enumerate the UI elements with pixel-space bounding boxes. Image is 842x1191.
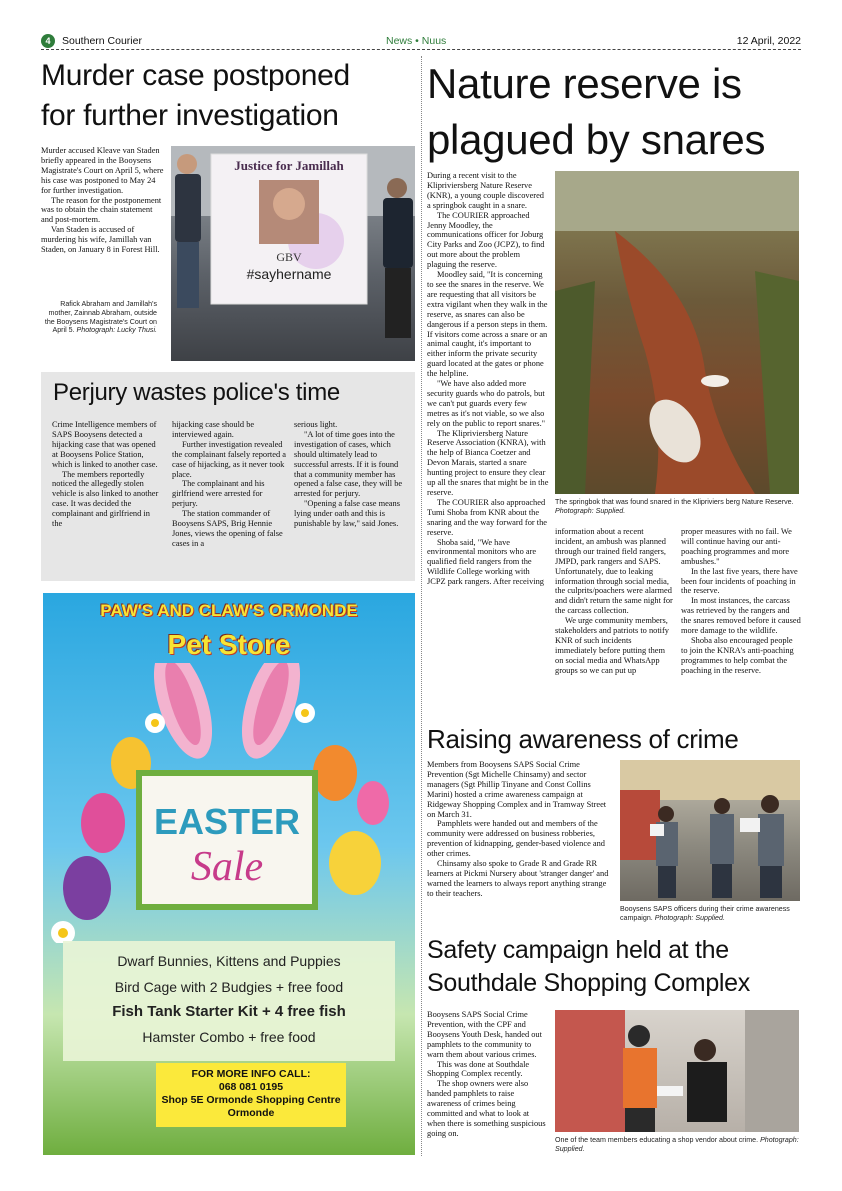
ad-sale: Sale xyxy=(190,844,264,890)
nature-headline-line2: plagued by snares xyxy=(427,116,766,163)
nature-paragraph: information about a recent incident, an ambush was planned through our trained field rangers, JMPD, park rangers and SAPS. Unfortunately, due to leaking information through social media, the culprits/poachers were alarmed and didn't return the same night for the carcass collection. xyxy=(555,527,673,616)
ad-offer-item: Fish Tank Starter Kit + 4 free fish xyxy=(112,1003,346,1020)
safety-body xyxy=(427,1010,549,1139)
banner-title: Justice for Jamillah xyxy=(234,158,344,173)
awareness-paragraph: Pamphlets were handed out and members of the community were addressed on business robberies, prevention of kidnapping, gender-based violence and other crimes. xyxy=(427,819,605,859)
murder-photo xyxy=(171,146,415,361)
nature-paragraph: proper measures with no fail. We will continue having our anti-poaching programmes and more ambushes." xyxy=(681,527,792,566)
nature-paragraph: "We have also added more security guards who do patrols, but we can't put guards every few metres as it's not viable, so we also rely on the public to report snares." xyxy=(427,379,546,428)
nature-paragraph: The COURIER also approached Tumi Shoba from KNR about the snaring and the way forward for the reserve. xyxy=(427,497,547,537)
nature-col1 xyxy=(427,171,549,587)
banner-gbv: GBV xyxy=(276,250,302,264)
awareness-photo xyxy=(620,760,800,901)
ad-contact-address-2: Ormonde xyxy=(227,1107,275,1119)
issue-date: 12 April, 2022 xyxy=(736,35,801,47)
awareness-headline: Raising awareness of crime xyxy=(427,724,739,754)
perjury-paragraph: The complainant and his girlfriend were arrested for perjury. xyxy=(172,479,265,509)
safety-photo xyxy=(555,1010,799,1132)
nature-paragraph: The Klipriviersberg Nature Reserve Association (KNRA), with the help of Bianca Coetzer and Devon Marais, started a snare hunting project to ensure they clear up all the snares that might be in the reserve. xyxy=(427,428,549,497)
pet-store-advert xyxy=(43,593,415,1155)
ad-offer-item: Dwarf Bunnies, Kittens and Puppies xyxy=(117,953,341,969)
safety-caption-credit: Photograph: Supplied. xyxy=(555,1136,799,1153)
murder-paragraph: The reason for the postponement was to obtain the chain statement and post-mortem. xyxy=(41,195,162,225)
nature-paragraph: In the last five years, there have been four incidents of poaching in the reserve. xyxy=(681,566,798,596)
nature-paragraph: We urge community members, stakeholders and patriots to notify KNR of such incidents immediately before putting them on social media and WhatsApp groups so we can put up xyxy=(555,616,669,675)
awareness-paragraph: Chinsamy also spoke to Grade R and Grade RR learners at Pickmi Nursery about 'stranger danger' and warned the learners to always report anything strange to their teachers. xyxy=(427,859,609,898)
safety-headline-line1: Safety campaign held at the xyxy=(427,936,729,964)
nature-paragraph: Shoba said, "We have environmental monitors who are qualified field rangers from the Wildlife College working with JCPZ park rangers. After receiving xyxy=(427,537,544,587)
nature-headline xyxy=(427,56,807,168)
nature-paragraph: Moodley said, "It is concerning to see the snares in the reserve. We are requesting that all visitors be extra vigilant when they walk in the reserve, as snares can also be dangerous if a person steps in them. If visitors come across a snare or an animal caught, it's important to either inform the private security guard located at the gates or phone the helpline. xyxy=(427,270,548,379)
perjury-paragraph: hijacking case should be interviewed again. xyxy=(172,420,255,439)
awareness-photo-art xyxy=(620,760,800,901)
page-number-badge: 4 xyxy=(41,34,55,48)
ad-easter: EASTER xyxy=(153,801,301,842)
column-divider xyxy=(421,56,422,1156)
nature-paragraph: The COURIER approached Jenny Moodley, the communications officer for Joburg City Parks and Zoo (JCPZ), to find out more about the problem plaguing the reserve. xyxy=(427,210,545,270)
awareness-caption-credit: Photograph: Supplied. xyxy=(654,913,725,922)
banner-hashtag: #sayhername xyxy=(246,266,332,282)
ad-contact-heading: FOR MORE INFO CALL: xyxy=(191,1068,311,1080)
awareness-caption-text: Booysens SAPS officers during their crime awareness campaign. xyxy=(620,905,790,922)
safety-paragraph: Booysens SAPS Social Crime Prevention, with the CPF and Booysens Youth Desk, handed out pamphlets to the community to warn them about various crimes. xyxy=(427,1010,542,1059)
murder-body xyxy=(41,146,165,255)
nature-col3 xyxy=(681,527,801,676)
nature-caption xyxy=(555,498,799,516)
safety-caption xyxy=(555,1136,799,1154)
paper-name: Southern Courier xyxy=(62,35,142,47)
murder-headline xyxy=(41,56,411,136)
perjury-col2 xyxy=(172,420,286,549)
nature-caption-credit: Photograph: Supplied. xyxy=(555,506,626,515)
section-name: News • Nuus xyxy=(386,35,447,47)
springbok-photo xyxy=(555,171,799,494)
murder-headline-line2: for further investigation xyxy=(41,99,339,132)
nature-col2 xyxy=(555,527,673,676)
ad-offer-item: Hamster Combo + free food xyxy=(142,1029,316,1045)
nature-headline-line1: Nature reserve is xyxy=(427,60,742,107)
perjury-box xyxy=(41,372,415,581)
ad-store-name: PAW'S AND CLAW'S ORMONDE xyxy=(100,601,358,620)
safety-headline-line2: Southdale Shopping Complex xyxy=(427,969,750,997)
safety-paragraph: This was done at Southdale Shopping Complex recently. xyxy=(427,1059,530,1079)
safety-caption-text: One of the team members educating a shop vendor about crime. xyxy=(555,1136,759,1144)
ad-contact-phone: 068 081 0195 xyxy=(218,1081,284,1093)
perjury-paragraph: Further investigation revealed the complainant falsely reported a case of hijacking, as it never took place. xyxy=(172,439,286,479)
safety-photo-art xyxy=(555,1010,799,1132)
nature-paragraph: Shoba also encouraged people to join the KNRA's anti-poaching programmes to help combat the poaching in the reserve. xyxy=(681,635,794,675)
murder-caption-text: Rafick Abraham and Jamillah's mother, Zainnab Abraham, outside the Booysens Magistrate's Court on April 5. xyxy=(44,300,157,335)
perjury-paragraph: The station commander of Booysens SAPS, Brig Hennie Jones, views the opening of false cases in a xyxy=(172,509,283,548)
perjury-col3 xyxy=(294,420,406,529)
murder-caption-credit: Photograph: Lucky Thusi. xyxy=(76,326,157,335)
page-header xyxy=(41,32,801,50)
murder-paragraph: Murder accused Kleave van Staden briefly appeared in the Booysens Magistrate's Court on April 5, where his case was postponed to May 24 for further investigation. xyxy=(41,146,164,195)
springbok-photo-art xyxy=(555,171,799,494)
murder-caption xyxy=(41,300,157,335)
awareness-paragraph: Members from Booysens SAPS Social Crime Prevention (Sgt Michelle Chinsamy) and sector managers (Sgt Phillip Tinyane and Const Collins Marini) hosted a crime awareness campaign at Ridgeway Shopping Complex and in Tramway Street on March 31. xyxy=(427,760,607,819)
perjury-paragraph: serious light. xyxy=(294,420,338,429)
safety-headline xyxy=(427,934,802,1000)
perjury-paragraph: "A lot of time goes into the investigation of cases, which should ultimately lead to successful arrests. If it is found that a community member has opened a false case, they will be arrested for perjury. xyxy=(294,429,403,499)
ad-offer-item: Bird Cage with 2 Budgies + free food xyxy=(114,979,344,995)
perjury-col1 xyxy=(52,420,162,529)
ad-contact-box xyxy=(156,1063,346,1127)
safety-paragraph: The shop owners were also handed pamphlets to raise awareness of crimes being committed and what to look at when there is something suspicious going on. xyxy=(427,1079,546,1138)
nature-paragraph: During a recent visit to the Klipriviersberg Nature Reserve (KNR), a young couple discovered a springbok caught in a snare. xyxy=(427,171,544,210)
perjury-paragraph: The members reportedly noticed the allegedly stolen vehicle is also linked to another case. It was decided the complainant and girlfriend in the xyxy=(52,469,159,529)
awareness-caption xyxy=(620,905,800,923)
ad-contact-address: Shop 5E Ormonde Shopping Centre xyxy=(161,1094,341,1106)
ad-offer-list xyxy=(63,941,395,1061)
ad-store-type: Pet Store xyxy=(167,629,291,660)
murder-paragraph: Van Staden is accused of murdering his wife, Jamillah van Staden, on January 8 in Forest Hill. xyxy=(41,225,160,255)
nature-paragraph: In most instances, the carcass was retrieved by the rangers and the snares removed before it caused more damage to the wildlife. xyxy=(681,596,801,636)
murder-headline-line1: Murder case postponed xyxy=(41,59,350,92)
awareness-body xyxy=(427,760,613,899)
perjury-paragraph: "Opening a false case means lying under oath and this is punishable by law," said Jones. xyxy=(294,499,400,529)
perjury-headline: Perjury wastes police's time xyxy=(53,379,340,406)
nature-caption-text: The springbok that was found snared in the Klipriviers berg Nature Reserve. xyxy=(555,498,794,506)
perjury-paragraph: Crime Intelligence members of SAPS Booysens detected a hijacking case that was opened at Booysens Police Station, which is linked to another case. xyxy=(52,420,158,469)
